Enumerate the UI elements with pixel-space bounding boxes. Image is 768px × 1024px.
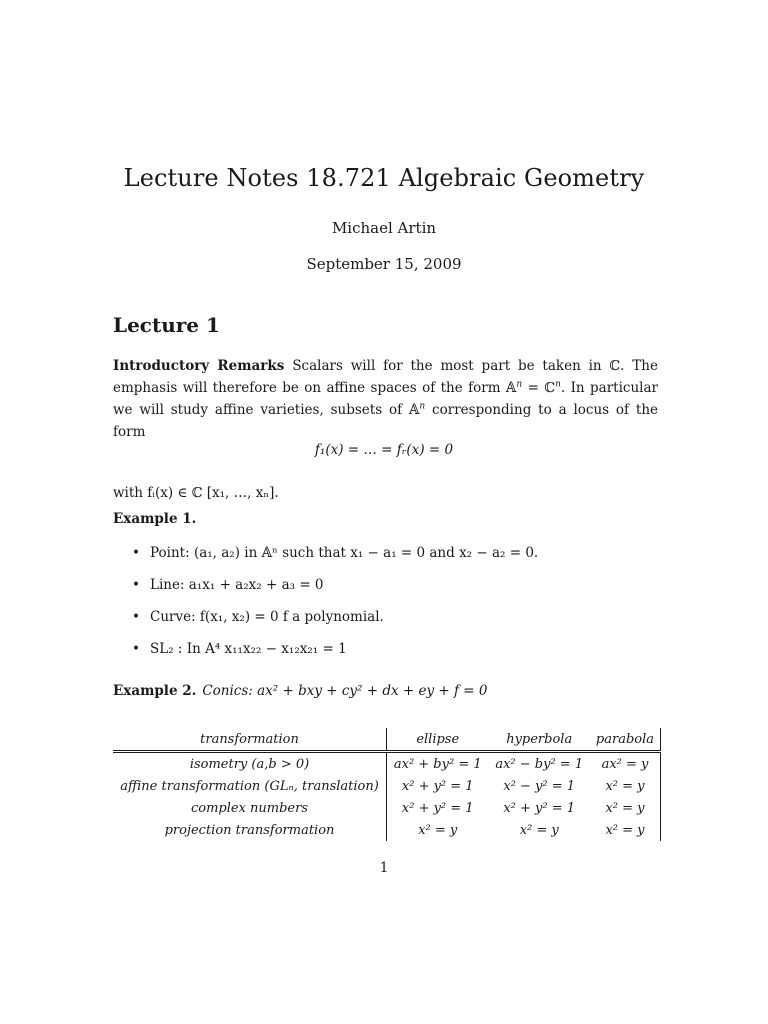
table-row: [113, 775, 661, 797]
table-cell: x² = y: [590, 775, 661, 797]
list-item-text: Point: (a₁, a₂) in 𝔸ⁿ such that x₁ − a₁ = 0 and x₂ − a₂ = 0.: [150, 545, 539, 561]
table-cell: x² + y² = 1: [401, 800, 474, 816]
list-item-text: Curve: f(x₁, x₂) = 0 f a polynomial.: [150, 609, 384, 625]
table-cell: x² = y: [418, 822, 458, 838]
with-line: with fᵢ(x) ∈ ℂ [x₁, …, xₙ].: [113, 485, 279, 501]
intro-sup-1: n: [516, 379, 523, 390]
table-cell: affine transformation (GLₙ, translation): [113, 775, 387, 797]
table-cell: ax² + by² = 1: [393, 756, 482, 772]
table-cell: x² + y² = 1: [401, 778, 474, 794]
intro-text-1: Scalars will for the most part be taken in ℂ. The emphasis will therefore be on affine spaces of the form 𝔸: [113, 358, 658, 396]
list-item-text: SL₂ : In A⁴ x₁₁x₂₂ − x₁₂x₂₁ = 1: [150, 641, 347, 657]
intro-sup-2: n: [555, 379, 561, 390]
table-cell: isometry (a,b > 0): [113, 752, 387, 776]
display-equation: f₁(x) = … = fᵣ(x) = 0: [314, 442, 454, 458]
intro-text-4: corresponding to a locus of the form: [113, 402, 658, 440]
document-author: Michael Artin: [331, 219, 437, 237]
table-header-cell: hyperbola: [506, 731, 573, 747]
table-cell: x² = y: [519, 822, 559, 838]
table-cell: projection transformation: [113, 819, 387, 841]
intro-text-3: . In particular we will study affine varieties, subsets of 𝔸: [113, 380, 658, 418]
document-title: Lecture Notes 18.721 Algebraic Geometry: [123, 164, 645, 192]
example2-text: Conics: ax² + bxy + cy² + dx + ey + f = 0: [202, 683, 488, 699]
table-cell: x² = y: [590, 797, 661, 819]
table-header-cell: parabola: [590, 728, 661, 752]
document-date: September 15, 2009: [306, 255, 462, 273]
list-item: [132, 638, 538, 670]
list-item: [132, 574, 538, 606]
table-header-cell: ellipse: [416, 731, 460, 747]
bullet-icon: •: [132, 545, 140, 561]
table-cell: x² = y: [590, 819, 661, 841]
table-cell: ax² − by² = 1: [495, 756, 584, 772]
example1-heading: Example 1.: [113, 511, 197, 527]
conics-table: [113, 728, 661, 841]
intro-text-2: = ℂ: [522, 380, 556, 396]
table-row: [113, 819, 661, 841]
table-row: [113, 752, 661, 776]
list-item: [132, 542, 538, 574]
intro-lead: Introductory Remarks: [113, 358, 285, 374]
example2: [113, 683, 488, 699]
table-row: [113, 797, 661, 819]
page-number: 1: [379, 860, 389, 876]
example2-heading: Example 2.: [113, 683, 197, 699]
list-item: [132, 606, 538, 638]
table-cell: ax² = y: [590, 752, 661, 776]
table-cell: x² + y² = 1: [503, 800, 576, 816]
lecture-heading: Lecture 1: [113, 313, 220, 337]
bullet-icon: •: [132, 577, 140, 593]
bullet-icon: •: [132, 641, 140, 657]
table-cell: x² − y² = 1: [503, 778, 576, 794]
intro-paragraph: [113, 355, 658, 443]
table-header-row: [113, 728, 661, 752]
table-cell: complex numbers: [113, 797, 387, 819]
intro-sup-3: n: [419, 401, 426, 412]
example1-list: [132, 542, 538, 670]
list-item-text: Line: a₁x₁ + a₂x₂ + a₃ = 0: [150, 577, 324, 593]
table-header-cell: transformation: [113, 728, 387, 752]
bullet-icon: •: [132, 609, 140, 625]
